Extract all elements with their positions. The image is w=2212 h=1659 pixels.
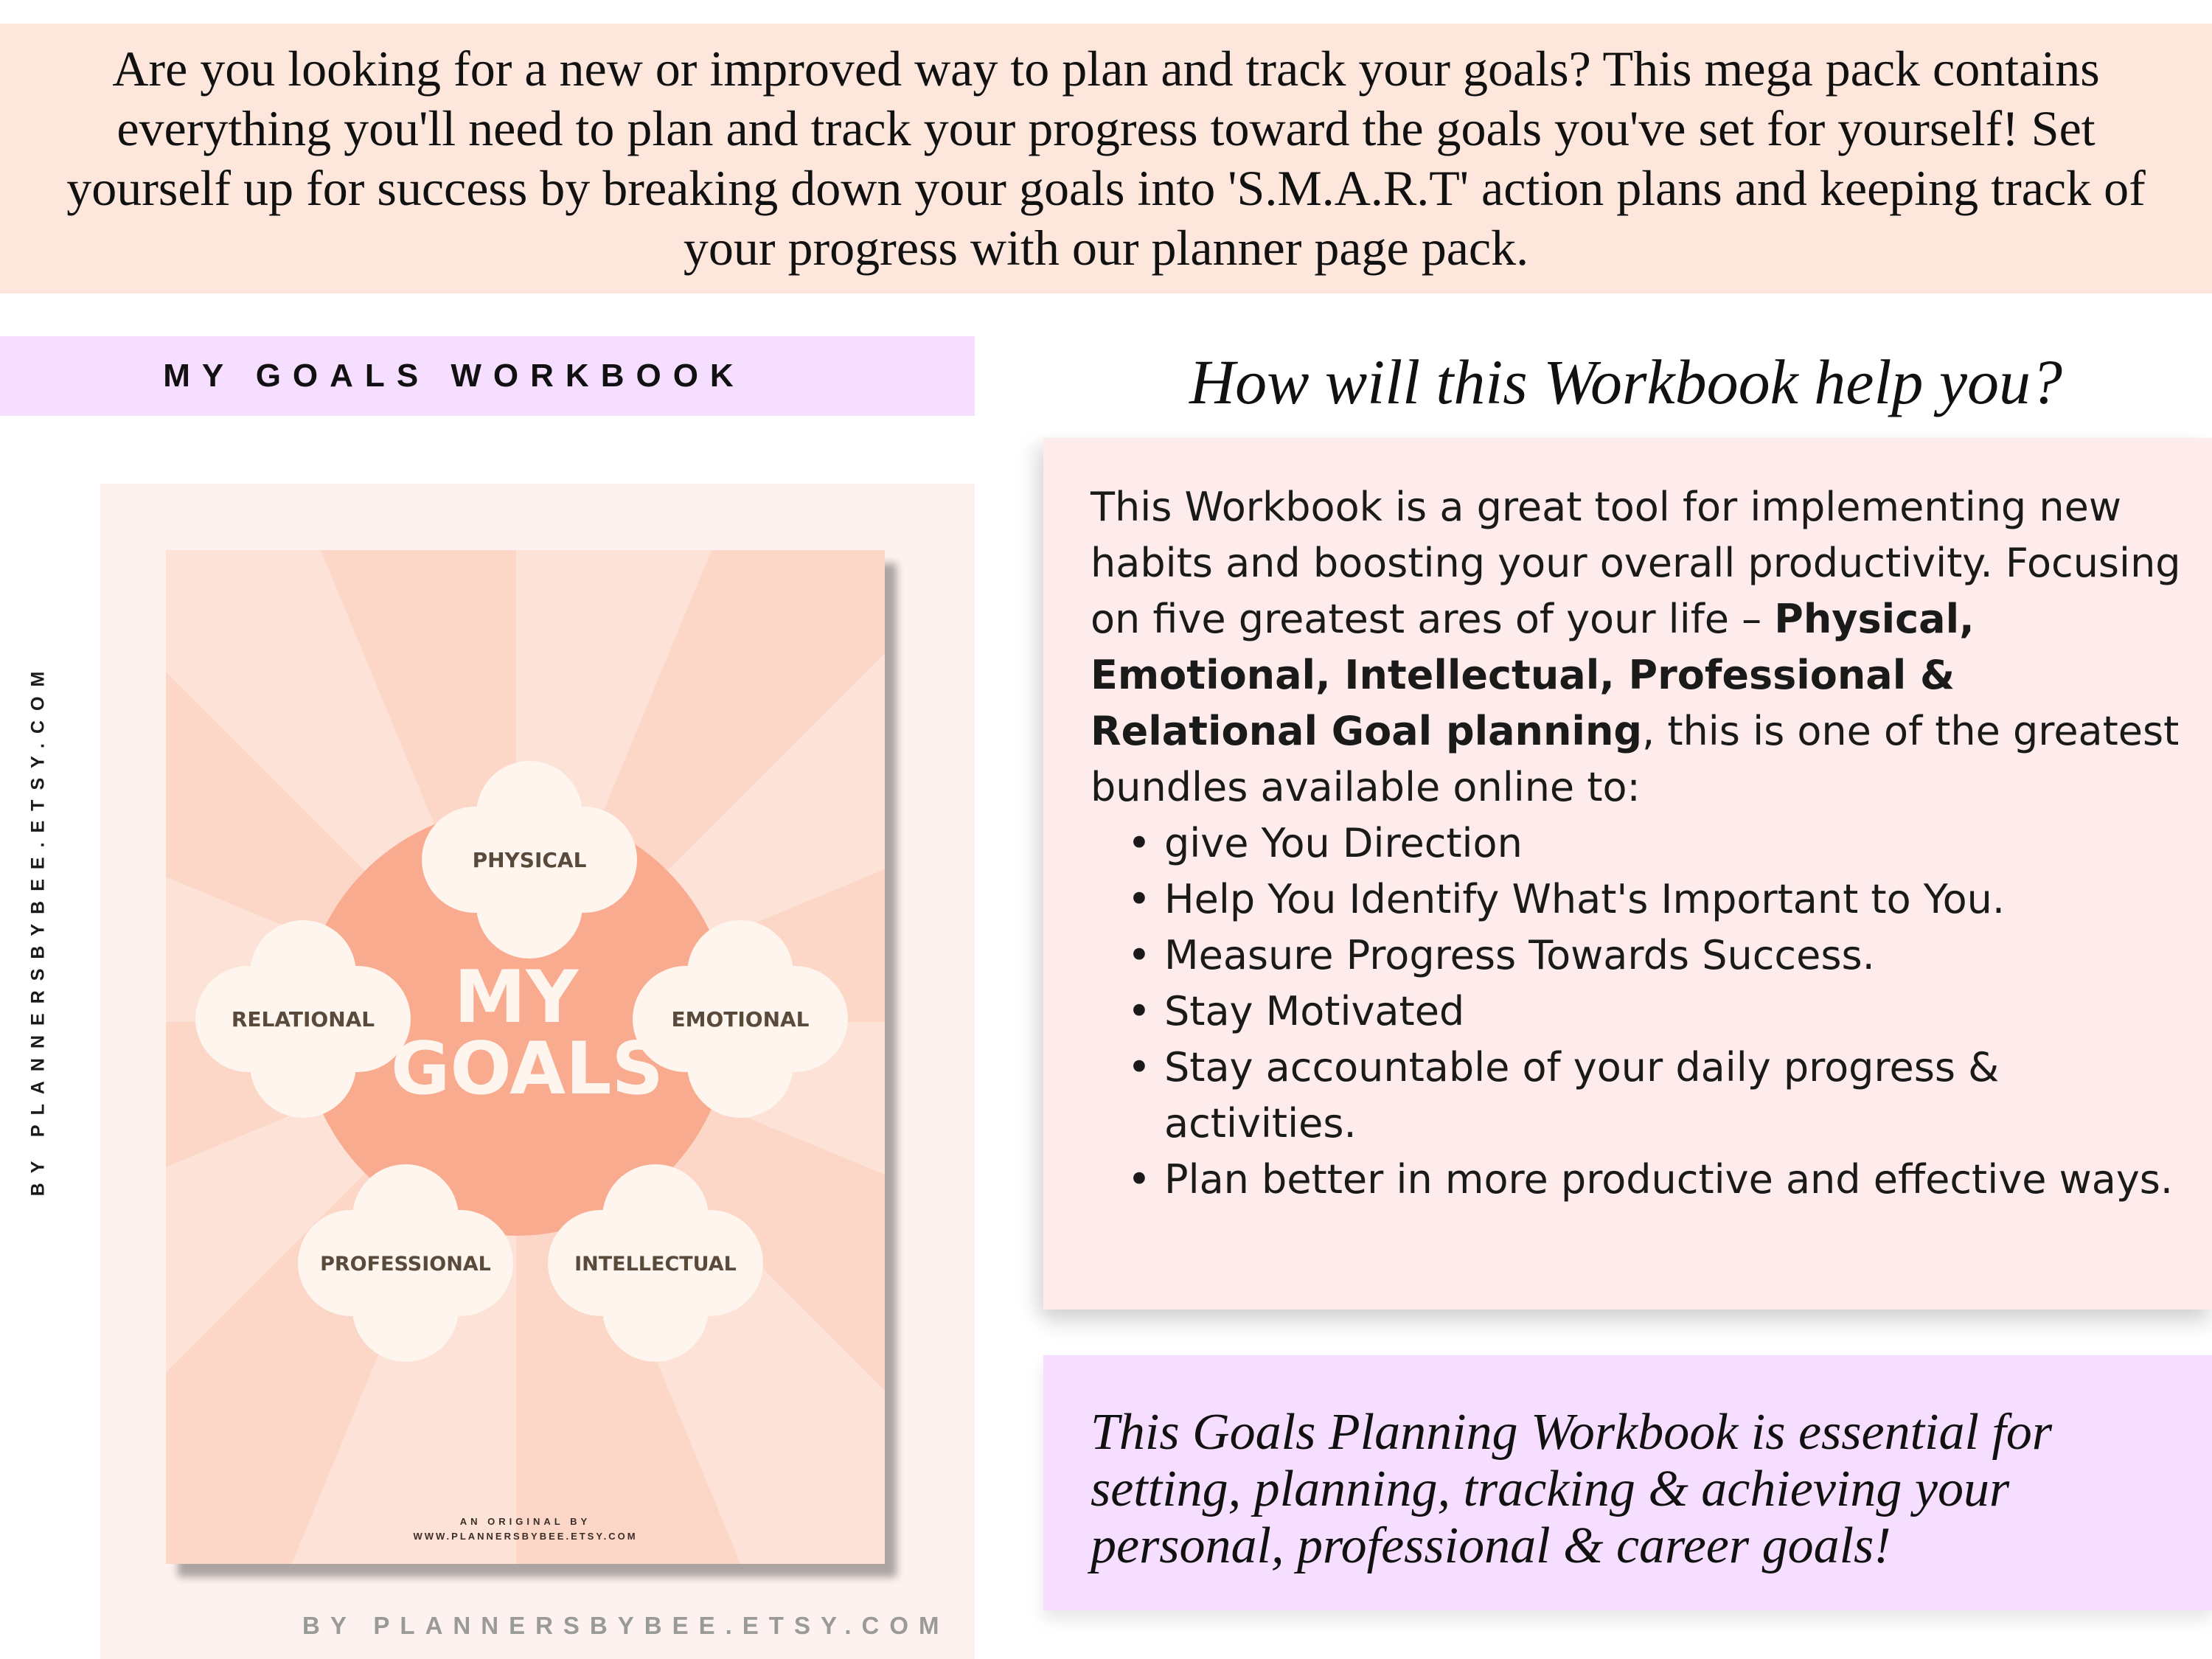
benefit-item: • Help You Identify What's Important to You.	[1164, 872, 2189, 928]
goal-area-label: PROFESSIONAL	[320, 1253, 491, 1276]
closing-card	[1043, 1355, 2212, 1610]
section-tab-label: MY GOALS WORKBOOK	[163, 358, 745, 394]
workbook-cover	[166, 550, 885, 1564]
goal-area-label: PHYSICAL	[472, 848, 587, 872]
benefits-card	[1043, 438, 2212, 1310]
bottom-watermark: BY PLANNERSBYBEE.ETSY.COM	[302, 1612, 950, 1639]
benefits-intro-tail: , this is one of the greatest bundles available online to:	[1091, 708, 2180, 810]
closing-text: This Goals Planning Workbook is essential for setting, planning, tracking & achieving your personal, professional & career goals!	[1091, 1404, 2053, 1574]
benefits-intro	[1091, 479, 2189, 815]
section-tab	[0, 336, 975, 416]
benefits-intro-line: This Workbook is a great tool for implementing new habits and boosting your overall productivity. Focusing on five greatest ares of your life –	[1091, 484, 2181, 642]
benefits-list	[1091, 815, 2189, 1208]
benefits-body	[1091, 479, 2189, 1208]
goal-area-label: RELATIONAL	[231, 1007, 375, 1032]
cover-title-line1: MY	[453, 956, 579, 1040]
benefit-item: • Plan better in more productive and effective ways.	[1164, 1152, 2189, 1208]
goal-area-label: EMOTIONAL	[671, 1007, 810, 1032]
cover-credit-url: WWW.PLANNERSBYBEE.ETSY.COM	[413, 1531, 638, 1542]
benefit-item: • Stay accountable of your daily progress & activities.	[1164, 1040, 2189, 1152]
cover-title-line2: GOALS	[391, 1027, 664, 1111]
benefit-item: • give You Direction	[1164, 815, 2189, 872]
intro-banner	[0, 24, 2212, 293]
cover-artwork	[166, 550, 885, 1564]
side-watermark: BY PLANNERSBYBEE.ETSY.COM	[27, 661, 49, 1197]
intro-text: Are you looking for a new or improved way to plan and track your goals? This mega pack contains everything you'll need to plan and track your progress toward the goals you've set for yourself! Set yourself up for success by breaking down your goals into 'S.M.A.R.T' action plans and keeping track of your progress with our planner page pack.	[66, 41, 2146, 276]
benefit-item: • Stay Motivated	[1164, 984, 2189, 1040]
goal-area-label: INTELLECTUAL	[574, 1253, 737, 1276]
help-heading: How will this Workbook help you?	[1189, 347, 2063, 417]
benefit-item: • Measure Progress Towards Success.	[1164, 928, 2189, 984]
cover-credit-label: AN ORIGINAL BY	[459, 1516, 591, 1527]
benefits-bold-areas: Physical, Emotional, Intellectual, Professional & Relational Goal planning	[1091, 596, 1975, 754]
